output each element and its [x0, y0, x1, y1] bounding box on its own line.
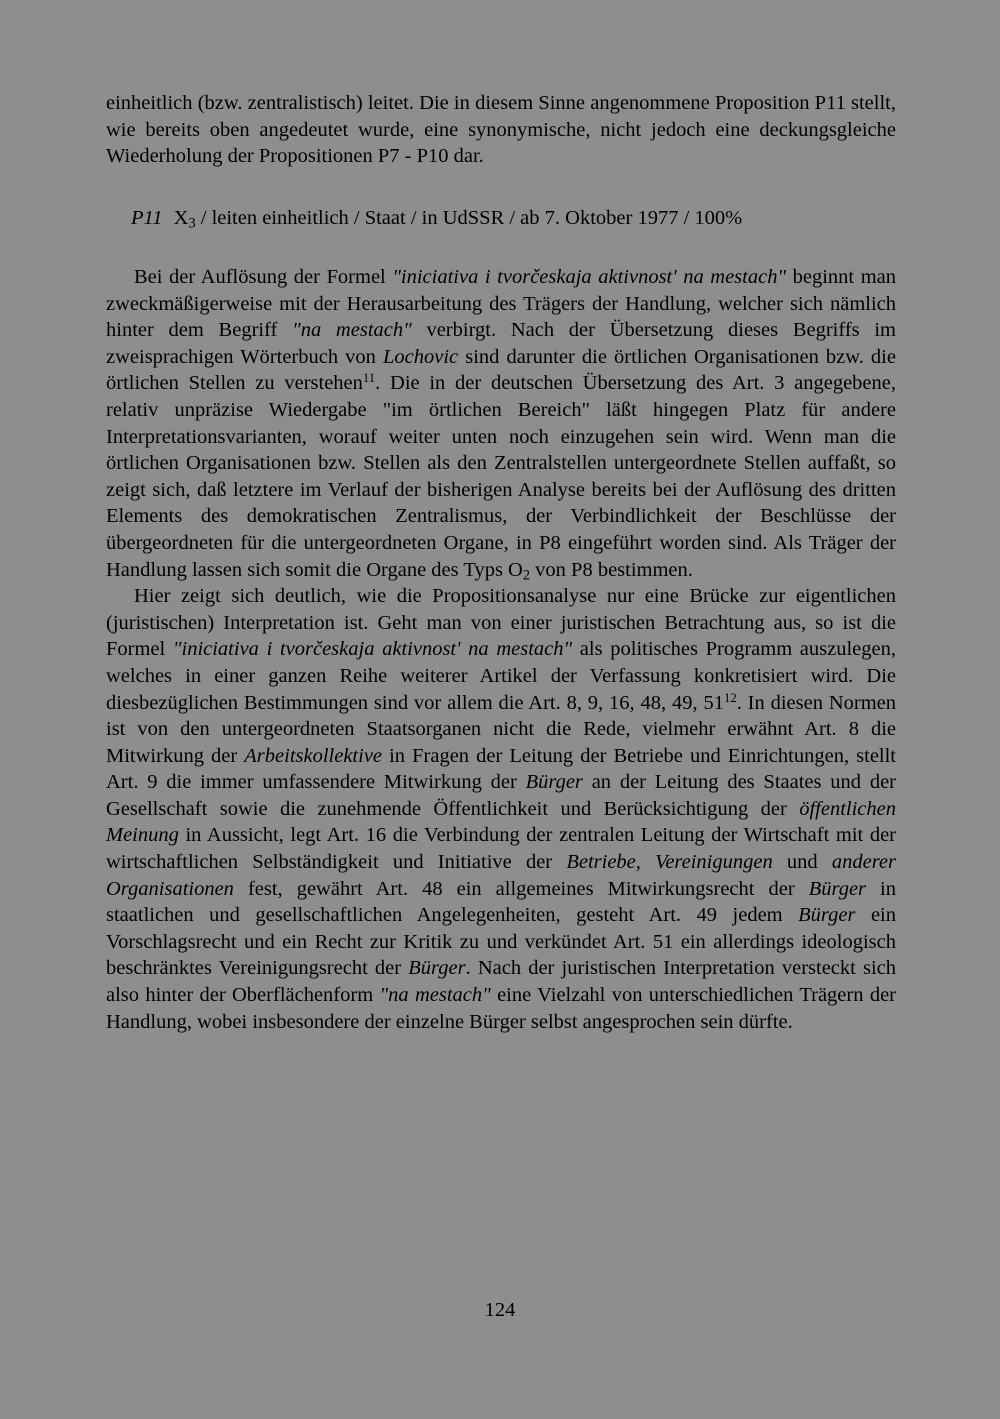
quoted-term: "na mestach" — [379, 984, 491, 1007]
footnote-ref-12: 12 — [723, 690, 737, 705]
text-run: in Fragen der Leitung der Betriebe und Einrichtungen, stellt Art. 9 die immer umfassendere Mitwirkung der — [106, 744, 896, 794]
quoted-formula: "iniciativa i tvorčeskaja aktivnost' na mestach" — [172, 638, 573, 661]
emphasis: öffentlichen Meinung — [106, 797, 896, 847]
text-run: an der Leitung des Staates und der Gesellschaft sowie die zunehmende Öffentlichkeit und Berücksichtigung der — [106, 771, 896, 820]
text-run: eine Vielzahl von unterschiedlichen Trägern der Handlung, wobei insbesondere der einzelne Bürger selbst angesprochen sein dürfte. — [106, 984, 896, 1033]
text-run: . Die in der deutschen Übersetzung des Art. 3 angegebene, relativ unpräzise Wiedergabe "im örtlichen Bereich" läßt hingegen Platz für andere Interpretationsvarianten, worauf weiter unten noch einzugehen sein wird. Wenn man die örtlichen Organisationen bzw. Stellen als den Zentralstellen untergeordnete Stellen auffaßt, so zeigt sich, daß letztere im Verlauf der bisherigen Analyse bereits bei der Auflösung des dritten Elements des demokratischen Zentralismus, der Verbindlichkeit der Beschlüsse der übergeordneten für die untergeordneten Organe, in P8 eingeführt worden sind. Als Träger der Handlung lassen sich somit die Organe des Typs O — [106, 372, 896, 581]
footnote-ref-11: 11 — [362, 371, 376, 386]
text-run: ein Vorschlagsrecht und ein Recht zur Kritik zu und verkündet Art. 51 ein allerdings ideologisch beschränktes Vereinigungsrecht der — [106, 904, 896, 980]
quoted-term: "na mestach" — [292, 319, 412, 342]
text-run: sind darunter die örtlichen Organisationen bzw. die örtlichen Stellen zu verstehen — [106, 345, 896, 395]
text-run: . In diesen Normen ist von den untergeordneten Staatsorganen nicht die Rede, vielmehr erwähnt Art. 8 die Mitwirkung der — [106, 691, 897, 767]
author-name: Lochovic — [383, 345, 459, 368]
page-number: 124 — [484, 1299, 516, 1321]
proposition-label: P11 — [131, 207, 163, 229]
emphasis: Bürger — [798, 904, 856, 927]
text-run: als politisches Programm auszulegen, welches in einer ganzen Reihe weiterer Artikel der Verfassung konkretisiert wird. Die diesbezüglichen Bestimmungen sind vor allem die Art. 8, 9, 16, 48, 49, 51 — [106, 638, 897, 714]
paragraph-1 — [106, 264, 896, 583]
emphasis: anderer Organisationen — [106, 851, 897, 900]
text-run: und — [772, 851, 832, 874]
emphasis: Bürger — [408, 957, 466, 980]
proposition-body: / leiten einheitlich / Staat / in UdSSR / ab 7. Oktober 1977 / 100% — [195, 207, 743, 229]
quoted-formula: "iniciativa i tvorčeskaja aktivnost' na mestach" — [392, 266, 787, 288]
proposition-variable-index: 3 — [188, 215, 196, 232]
text-run: in staatlichen und gesellschaftlichen Angelegenheiten, gesteht Art. 49 jedem — [106, 877, 896, 927]
proposition-variable: X — [173, 207, 189, 229]
intro-text: einheitlich (bzw. zentralistisch) leitet. Die in diesem Sinne angenommene Proposition P11 stellt, wie bereits oben angedeutet wurde, eine synonymische, nicht jedoch eine deckungsgleiche Wiederholung der Propositionen P7 - P10 dar. — [106, 92, 896, 168]
text-run: in Aussicht, legt Art. 16 die Verbindung der zentralen Leitung der Wirtschaft mit der wirtschaftlichen Selbständigkeit und Initiative der — [106, 824, 896, 874]
text-run: fest, gewährt Art. 48 ein allgemeines Mitwirkungsrecht der — [233, 877, 809, 900]
type-index: 2 — [522, 567, 531, 584]
text-run: von P8 bestimmen. — [530, 558, 693, 581]
proposition-line — [131, 207, 742, 230]
text-run: Bei der Auflösung der Formel — [134, 266, 393, 288]
text-run: Hier zeigt sich deutlich, wie die Propositionsanalyse nur eine Brücke zur eigentlichen (juristischen) Interpretation ist. Geht man von einer juristischen Betrachtung aus, so ist die Formel — [106, 585, 896, 661]
emphasis: Betriebe, Vereinigungen — [566, 851, 773, 874]
intro-paragraph — [106, 90, 896, 170]
emphasis: Bürger — [808, 877, 867, 900]
text-run: verbirgt. Nach der Übersetzung dieses Begriffs im zweisprachigen Wörterbuch von — [106, 319, 896, 368]
paragraph-2 — [106, 583, 896, 1035]
emphasis: Bürger — [525, 771, 583, 794]
text-run: beginnt man zweckmäßigerweise mit der Herausarbeitung des Trägers der Handlung, welcher sich nämlich hinter dem Begriff — [106, 266, 896, 342]
emphasis: Arbeitskollektive — [244, 744, 383, 767]
body-text — [106, 264, 896, 1035]
text-run: . Nach der juristischen Interpretation versteckt sich also hinter der Oberflächenform — [106, 957, 897, 1007]
